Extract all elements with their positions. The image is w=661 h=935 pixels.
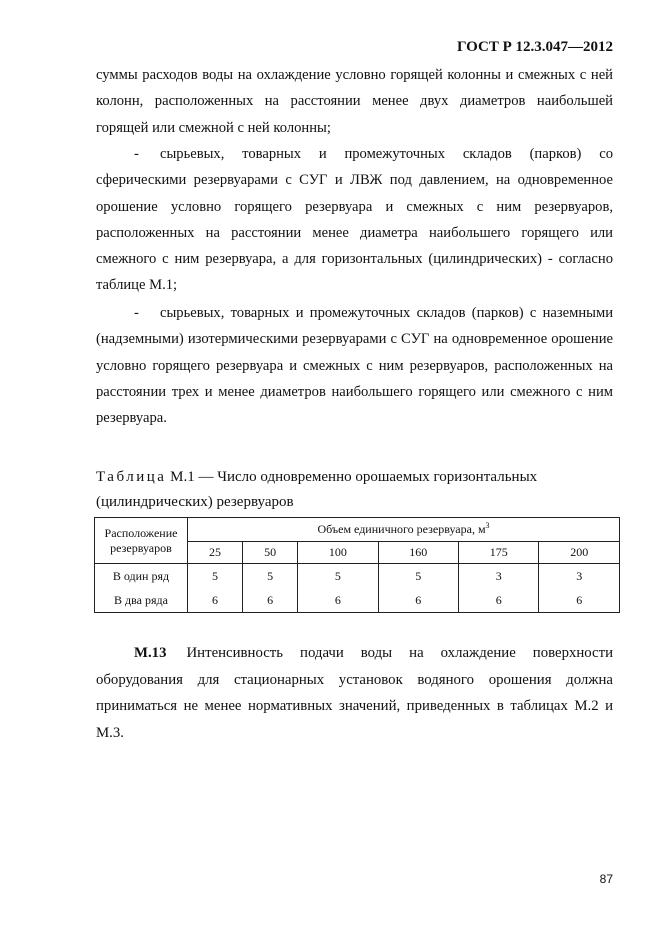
- table-caption-text: Число одновременно орошаемых горизонтальных (цилиндрических) резервуаров: [96, 469, 538, 510]
- section-number: М.13: [134, 645, 167, 661]
- table-row: [95, 588, 620, 613]
- list-item-isothermal-tanks: [96, 300, 613, 431]
- table-caption-label: Таблица: [96, 469, 167, 485]
- volume-cell: 175: [458, 541, 538, 563]
- volume-group-header-text: Объем единичного резервуара, м: [317, 522, 486, 537]
- volume-cell: 200: [539, 541, 620, 563]
- list-dash: -: [134, 146, 139, 162]
- volume-cell: 50: [243, 541, 298, 563]
- table-cell: 6: [188, 588, 243, 613]
- volume-unit-superscript: 3: [485, 521, 490, 531]
- page-number: 87: [599, 872, 613, 886]
- table-cell: 6: [539, 588, 620, 613]
- section-paragraph: [96, 640, 613, 746]
- volume-cell: 160: [378, 541, 458, 563]
- volume-cell: 100: [298, 541, 378, 563]
- row-label: В один ряд: [95, 564, 188, 589]
- volume-cell: 25: [188, 541, 243, 563]
- section-text: Интенсивность подачи воды на охлаждение поверхности оборудования для стационарных установок водяного орошения должна приниматься не менее нормативных значений, приведенных в таблицах М.2 и М.3.: [96, 645, 614, 741]
- list-item-text: сырьевых, товарных и промежуточных складов (парков) со сферическими резервуарами с СУГ и ЛВЖ под давлением, на одновременное орошение условно горящего резервуара и смежных с ним резервуаров, расположенных на расстоянии менее диаметра наибольшего горящего или смежного с ним резервуара, а для горизонтальных (цилиндрических) - согласно таблице М.1;: [96, 146, 613, 294]
- table-cell: 6: [458, 588, 538, 613]
- table-cell: 5: [378, 564, 458, 589]
- row-label: В два ряда: [95, 588, 188, 613]
- table-cell: 6: [378, 588, 458, 613]
- list-item-text: сырьевых, товарных и промежуточных складов (парков) с наземными (надземными) изотермическими резервуарами с СУГ на одновременное орошение условно горящего резервуара и смежных с ним резервуаров, расположенных на расстоянии трех и менее диаметров наибольшего горящего или смежного с ним резервуара.: [96, 305, 613, 427]
- table-cell: 6: [298, 588, 378, 613]
- table-header-row: [95, 518, 620, 542]
- table-cell: 5: [298, 564, 378, 589]
- table-cell: 3: [539, 564, 620, 589]
- volume-group-header: [188, 518, 620, 542]
- table-cell: 5: [243, 564, 298, 589]
- document-number: ГОСТ Р 12.3.047—2012: [456, 39, 613, 55]
- table-caption-dash: —: [198, 469, 214, 485]
- table-cell: 5: [188, 564, 243, 589]
- table-caption: [96, 465, 613, 515]
- row-header-cell: Расположение резервуаров: [95, 518, 188, 564]
- tank-count-table: [94, 517, 620, 613]
- table-row: [95, 564, 620, 589]
- paragraph-continuation: суммы расходов воды на охлаждение условно горящей колонны и смежных с ней колонн, расположенных на расстоянии менее двух диаметров наибольшей горящей или смежной с ней колонны;: [96, 67, 613, 136]
- list-item-spherical-tanks: [96, 141, 613, 299]
- table-caption-number: М.1: [170, 469, 195, 485]
- list-dash: -: [134, 305, 139, 321]
- table-cell: 3: [458, 564, 538, 589]
- table-cell: 6: [243, 588, 298, 613]
